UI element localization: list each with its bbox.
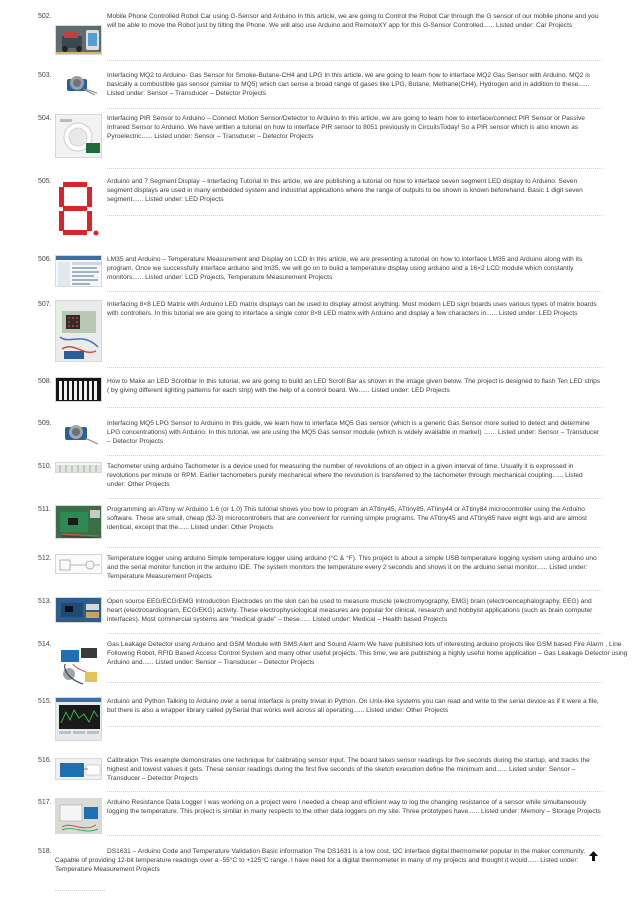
divider bbox=[107, 633, 602, 634]
entry-thumbnail[interactable] bbox=[55, 758, 102, 780]
entry-number: 512. bbox=[38, 555, 52, 562]
entry-number: 505. bbox=[38, 178, 52, 185]
entry-description: How to Make an LED Scrollbar In this tutorial, we are going to build an LED Scroll Bar as shown in the image given below. The project is designed to flash Ten LED strips ( by giving different lighting patterns for each strip) with the help of a control board. We...... Listed under: LED Projects bbox=[107, 378, 601, 395]
scroll-to-top-icon[interactable] bbox=[589, 851, 598, 861]
mq5-sensor-image bbox=[55, 419, 102, 447]
divider bbox=[107, 498, 602, 499]
entry-description: Tachometer using arduino Tachometer is a device used for measuring the number of revolutions of an object in a given interval of time. Usually it is expressed in revolutions per minute or RPM. Earlier tachometers purely mechanical where the revolution is transferred to the tachometer through mechanical coupling...... Listed under: Other Projects bbox=[107, 463, 583, 489]
entry-number: 506. bbox=[38, 256, 52, 263]
entry-description: Programming an ATtiny w/ Arduino 1.6 (or 1.0) This tutorial shows you how to program an ATtiny45, ATtiny85, ATtiny44 or ATtiny84 microcontroller using the Arduino software. These are small, cheap ($2-3) microcontrollers that are convenient for running simple programs. The ATtiny45 and ATtiny85 have eight legs and are almost identical, except that the...... Listed under: Other Projects bbox=[107, 506, 587, 532]
divider bbox=[107, 60, 602, 61]
entry-description: Interfacing MQ5 LPG Sensor to Arduino In this guide, we learn how to interface MQ5 Gas sensor (which is a generic Gas Sensor more suited to detect and determine LPG concentrations) with Arduino. In this tutorial, we are using the MQ5 Gas sensor module (which is widely available in market) ....... Listed under: Sensor – Transducer – Detector Projects bbox=[107, 420, 600, 446]
entry-thumbnail[interactable] bbox=[55, 697, 102, 741]
entry-number: 508. bbox=[38, 378, 52, 385]
entry-description: Arduino and 7 Segment Display – Interfacing Tutorial In this article, we are publishing a tutorial on how to interface seven segment LED display to Arduino. Seven segment displays are used in many embedded system and industrial applications where the range of outputs to be shown is known beforehand. Basic 1 digit seven segment...... Listed under: LED Projects bbox=[107, 178, 583, 204]
resistance-logger-image bbox=[56, 799, 102, 834]
entry-thumbnail[interactable] bbox=[55, 177, 102, 239]
gas-sensor-image bbox=[55, 71, 102, 97]
entry-description: Interfacing 8×8 LED Matrix with Arduino LED matrix displays can be used to display almost anything. Most modern LED sign boards uses various types of matrix boards with controllers. In this tutorial we are going to interface a single color 8×8 LED matrix with Arduino and display a few characters in...... Listed under: LED Projects bbox=[107, 301, 597, 318]
entry-description: Arduino Resistance Data Logger I was working on a project were I needed a cheap and efficient way to log the changing resistance of a sensor while simultaneously logging the temperature. This project is similar in many respects to the other data loggers on my site. Three prototypes have...... Listed under: Memory – Storage Projects bbox=[107, 799, 601, 816]
divider bbox=[107, 682, 602, 683]
entry-description: Arduino and Python Talking to Arduino over a serial interface is pretty trivial in Python. On Unix-like systems you can read and write to the serial device as if it were a file, but there is also a wrapper library called pySerial that works well across all operating...... Listed under: Other Projects bbox=[107, 698, 599, 715]
entry-thumbnail[interactable] bbox=[55, 597, 102, 623]
entry-thumbnail[interactable] bbox=[55, 377, 102, 402]
entry-thumbnail[interactable] bbox=[55, 300, 102, 362]
lm35-screenshot-image bbox=[56, 256, 102, 287]
entry-number: 511. bbox=[38, 506, 52, 513]
calibration-board-image bbox=[56, 759, 102, 780]
divider bbox=[107, 835, 602, 836]
entry-thumbnail[interactable] bbox=[55, 642, 102, 690]
entry-number: 518. bbox=[38, 848, 52, 855]
entry-number: 516. bbox=[38, 757, 52, 764]
entry-description: Interfacing PIR Sensor to Arduino – Connect Motion Sensor/Detector to Arduino In this article, we are going to learn how to interface/connect PIR Sensor or Passive Infrared Sensor to Arduino. We have written a tutorial on how to interface PIR sensor to 8051 previously in CircuitsToday! So a PIR sensor which is also known as Pyroelectric...... Listed under: Sensor – Transducer – Detector Projects bbox=[107, 115, 585, 141]
entry-thumbnail[interactable] bbox=[55, 71, 102, 97]
entry-number: 513. bbox=[38, 598, 52, 605]
pir-sensor-image bbox=[56, 115, 102, 158]
attiny-board-image bbox=[56, 506, 102, 539]
led-scrollbar-image bbox=[56, 378, 102, 402]
tachometer-image bbox=[56, 465, 102, 473]
entry-thumbnail[interactable] bbox=[55, 505, 102, 539]
entry-thumbnail[interactable] bbox=[55, 255, 102, 287]
entry-description: Calibration This example demonstrates one technique for calibrating sensor input. The board takes sensor readings for five seconds during the startup, and tracks the highest and lowest values it gets. These sensor readings during the first five seconds of the sketch execution define the minimum and...... Listed under: Sensor – Transducer – Detector Projects bbox=[107, 757, 590, 783]
entry-number: 507. bbox=[38, 301, 52, 308]
entry-number: 510. bbox=[38, 463, 52, 470]
entry-number: 509. bbox=[38, 420, 52, 427]
divider bbox=[107, 108, 602, 109]
entry-thumbnail[interactable] bbox=[55, 462, 102, 473]
divider bbox=[107, 168, 602, 169]
divider bbox=[55, 890, 105, 891]
python-plot-screenshot bbox=[56, 698, 102, 741]
entry-thumbnail[interactable] bbox=[55, 419, 102, 447]
entry-thumbnail[interactable] bbox=[55, 25, 102, 55]
divider bbox=[107, 407, 602, 408]
entry-number: 514. bbox=[38, 641, 52, 648]
entry-number: 503. bbox=[38, 72, 52, 79]
entry-description: Temperature logger using arduino Simple temperature logger using arduino (°C & °F). This project is about a simple USB temperature logging system using arduino uno and the serial monitor function in the arduino IDE. The system monitors the temperature every 2 seconds and shows it on the arduino serial monitor...... Listed under: Temperature Measurement Projects bbox=[107, 555, 597, 581]
divider bbox=[107, 791, 602, 792]
divider bbox=[107, 726, 602, 727]
entry-thumbnail[interactable] bbox=[55, 554, 102, 574]
divider bbox=[107, 291, 602, 292]
entry-description: Interfacing MQ2 to Arduino- Gas Sensor for Smoke-Butane-CH4 and LPG In this article, we are going to learn how to interface MQ2 Gas Sensor with Arduino. MQ2 is basically a combustible gas sensor (similar to MQ5) which can sense a broad range of gases like LPG, Butane, Methane(CH4), Hydrogen and in addition to these...... Listed under: Sensor – Transducer – Detector Projects bbox=[107, 72, 591, 98]
gas-leakage-detector-image bbox=[55, 642, 102, 690]
divider bbox=[107, 590, 602, 591]
divider bbox=[107, 547, 602, 548]
entry-thumbnail[interactable] bbox=[55, 798, 102, 834]
divider bbox=[107, 455, 602, 456]
eeg-board-image bbox=[56, 598, 102, 623]
temperature-logger-diagram bbox=[56, 555, 102, 574]
entry-description: Open source EEG/ECG/EMG Introduction Electrodes on the skin can be used to measure muscle (electromyography, EMG) brain (electroencephalography, EEG) and heart (electrocardiogram, ECG/EKG) activity. These electrophysiological measures are popular for clinical, research and hobbyist applications (such as brain computer interfaces). Most commercial systems are “medical grade” – these...... Listed under: Medical – Health based Projects bbox=[107, 598, 593, 624]
entry-number: 502. bbox=[38, 13, 52, 20]
entry-description: Mobile Phone Controlled Robot Car using G-Sensor and Arduino In this article, we are going to Control the Robot Car through the G sensor of our mobile phone and you will be able to move the Robot just by tilting the Phone. We will also use Arduino and RemoteXY app for this G-Sensor Controlled...... Listed under: Car Projects bbox=[107, 13, 599, 30]
entry-thumbnail[interactable] bbox=[55, 114, 102, 158]
divider bbox=[107, 367, 602, 368]
entry-description: LM35 and Arduino – Temperature Measurement and Display on LCD In this article, we are presenting a tutorial on how to interface LM35 and Arduino along with its program. Once we successfully interface arduino and lm35, we will go on to build a temperature display using arduino and a 16×2 LCD module which constantly monitors...... Listed under: LCD Projects, Temperature Measurement Projects bbox=[107, 256, 583, 282]
entry-number: 517. bbox=[38, 799, 52, 806]
entry-description: Gas Leakage Detector using Arduino and GSM Module with SMS Alert and Sound Alarm We have published lots of interesting arduino projects like GSM based Fire Alarm , Line Following Robot, RFID Based Access Control System and many other useful projects. This time, we are publishing a highly useful home application – Gas Leakage Detector using Arduino and...... Listed under: Sensor – Transducer – Detector Projects bbox=[107, 641, 628, 667]
seven-segment-display-image bbox=[55, 177, 102, 239]
robot-car-image bbox=[56, 26, 102, 55]
entry-number: 515. bbox=[38, 698, 52, 705]
led-matrix-image bbox=[56, 301, 102, 362]
divider bbox=[107, 215, 602, 216]
entry-number: 504. bbox=[38, 115, 52, 122]
entry-description: DS1631 – Arduino Code and Temperature Validation Basic information The DS1631 is a low cost, I2C interface digital thermometer popular in the maker community. Capable of providing 12-bit temperature readings over a -55°C to +125°C range. I have need for a digital thermometer in many of my projects and thought it would...... Listed under: Temperature Measurement Projects bbox=[55, 848, 586, 874]
